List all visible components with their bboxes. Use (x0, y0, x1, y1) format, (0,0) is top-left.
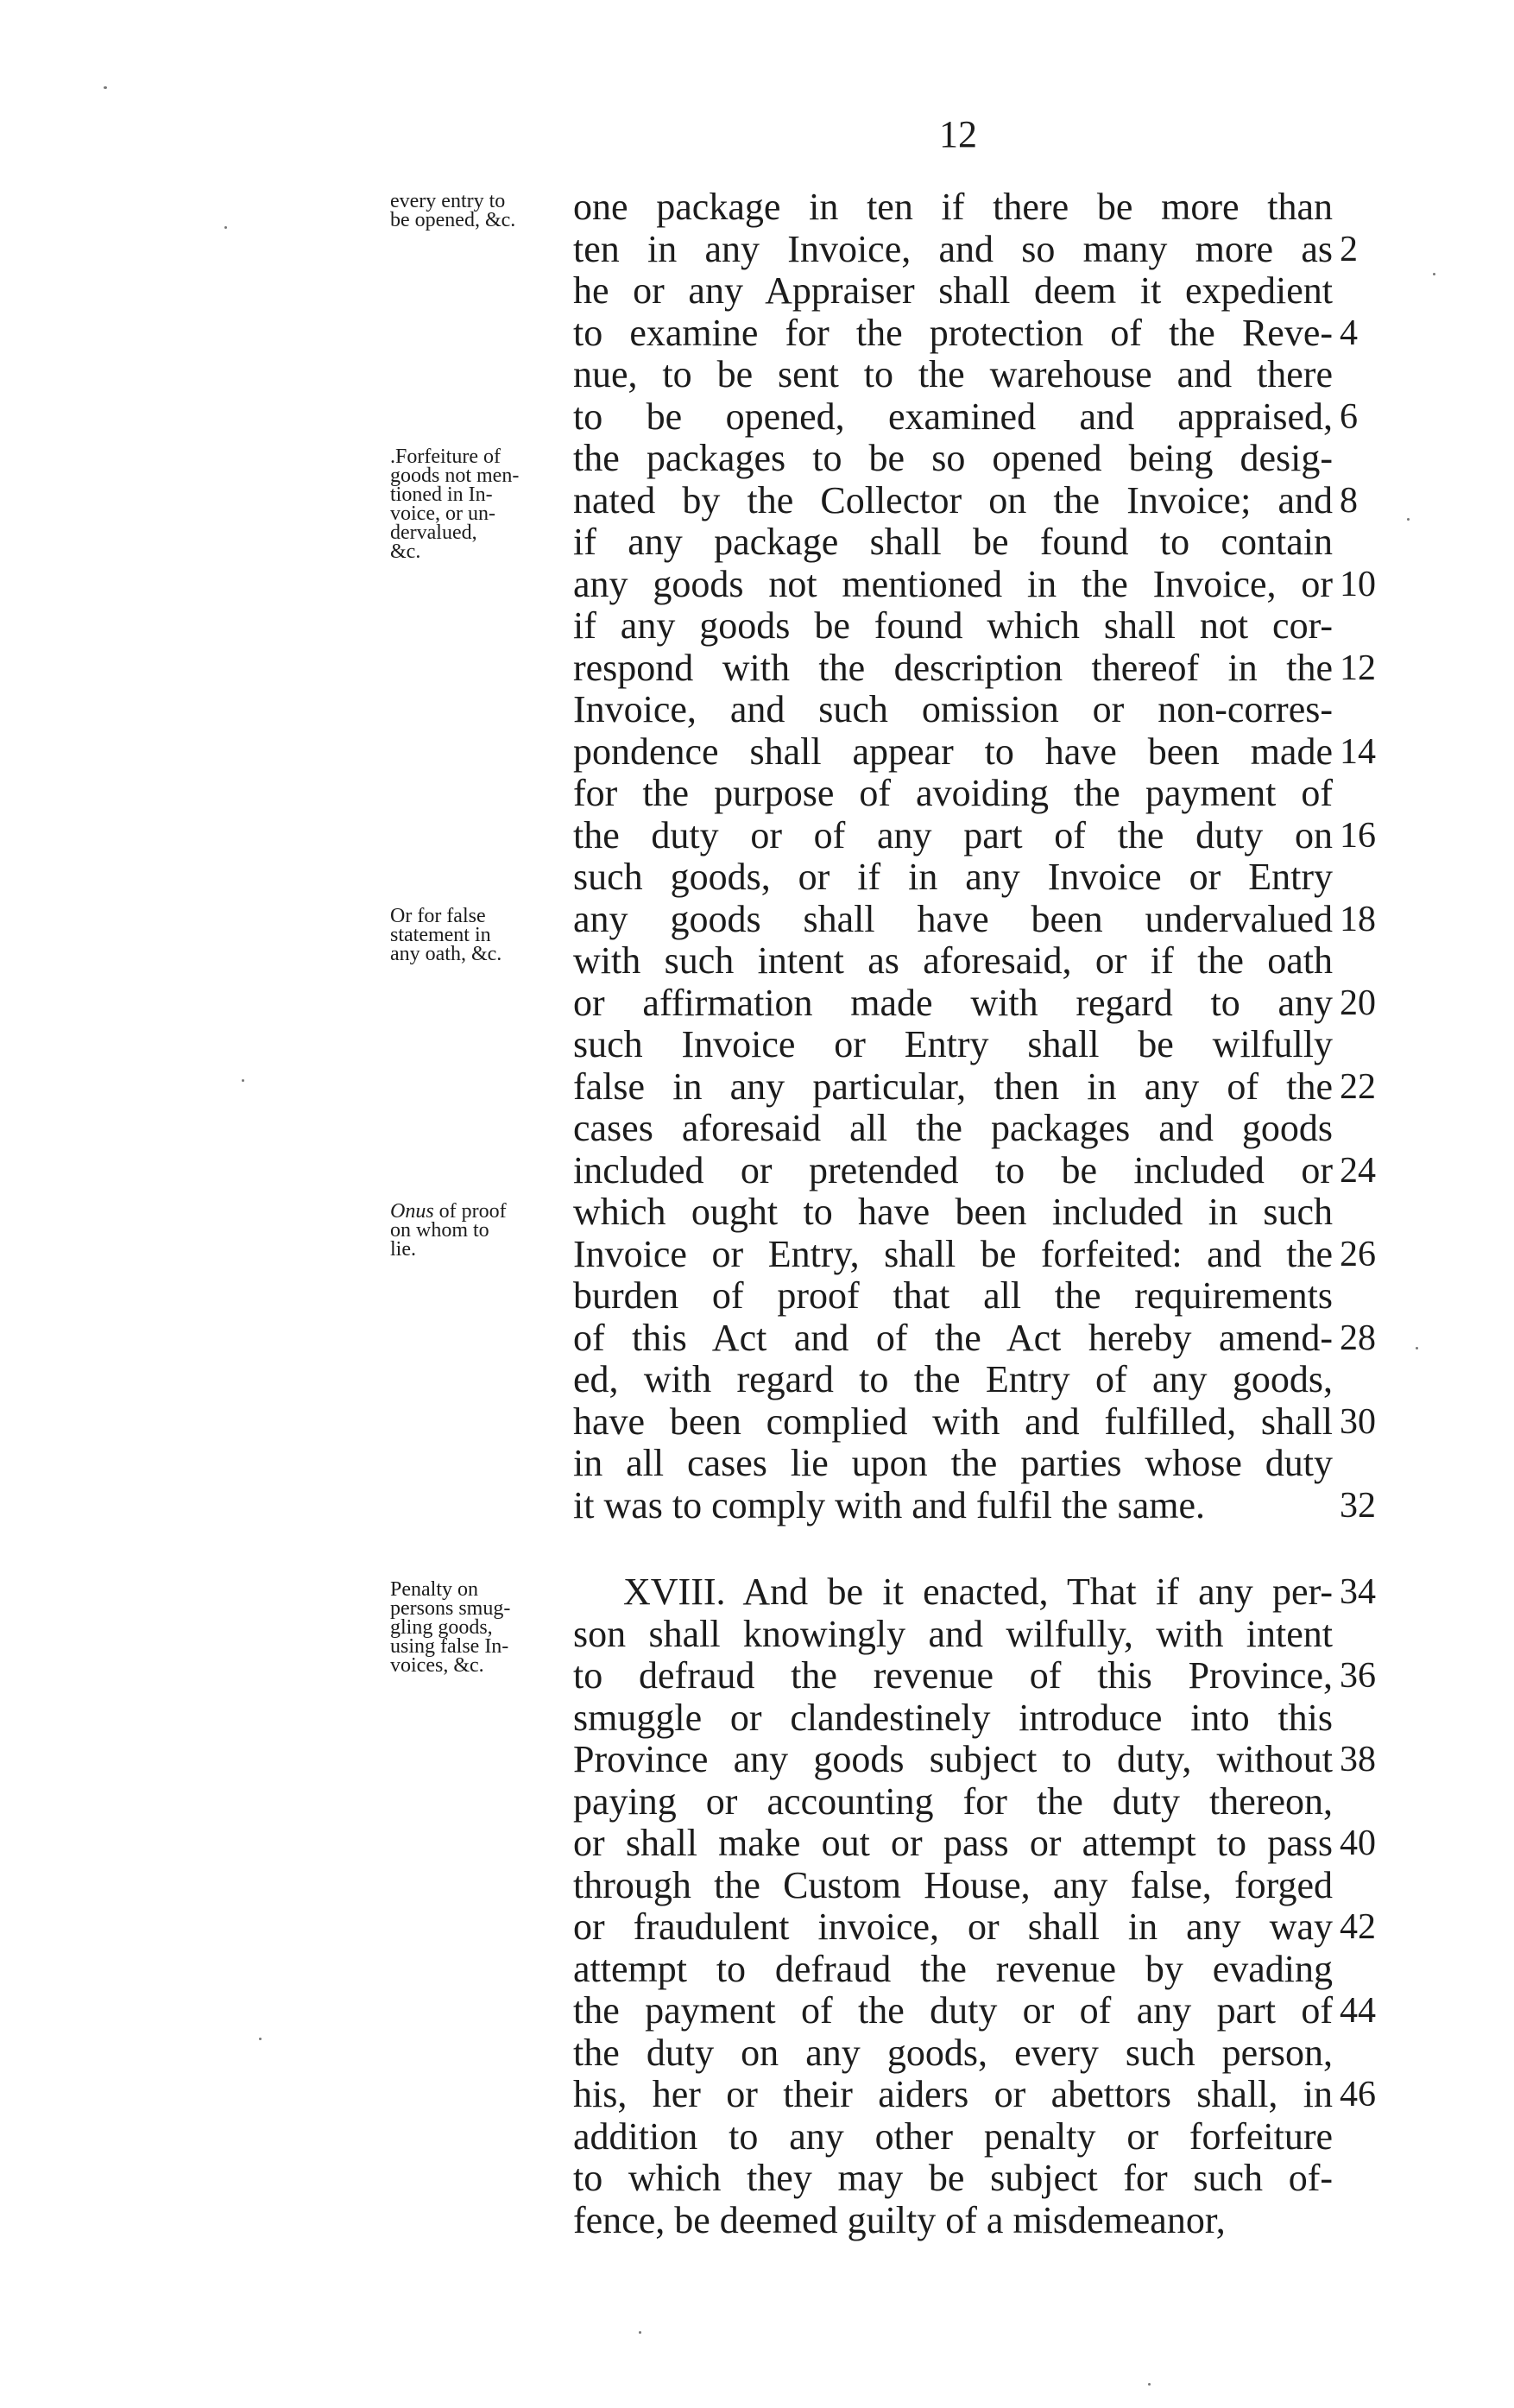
margin-note-line (390, 1202, 563, 1221)
margin-note-line: any oath, &c. (390, 943, 502, 965)
line-number: 8 (1340, 480, 1358, 521)
text-line: ed, with regard to the Entry of any goods, (573, 1358, 1333, 1400)
line-number: 2 (1340, 229, 1358, 269)
scan-speck (1416, 1347, 1418, 1349)
text-line: if any package shall be found to contain (573, 521, 1333, 563)
text-line: through the Custom House, any false, forged (573, 1863, 1333, 1906)
section-heading-line: XVIII. And be it enacted, That if any per- (623, 1571, 1333, 1613)
line-number: 44 (1340, 1991, 1376, 2031)
margin-note-line: &c. (390, 540, 421, 563)
scan-speck (242, 1079, 244, 1082)
text-line: which ought to have been included in such (573, 1191, 1333, 1233)
margin-note-onus-of-proof (390, 1202, 563, 1259)
line-number: 24 (1340, 1150, 1376, 1191)
scan-speck (1148, 2383, 1151, 2386)
text-line: included or pretended to be included or (573, 1148, 1333, 1191)
margin-note-false-statement (390, 907, 563, 964)
margin-note-italic: Onus (390, 1200, 434, 1223)
margin-note-line: goods not men- (390, 465, 520, 487)
line-number: 14 (1340, 731, 1376, 772)
line-number: 36 (1340, 1656, 1376, 1696)
line-number: 30 (1340, 1401, 1376, 1442)
text-line: of this Act and of the Act hereby amend- (573, 1316, 1333, 1359)
margin-note-line: Or for false (390, 905, 486, 927)
margin-note-line: lie. (390, 1238, 416, 1261)
paragraph-gap (573, 1526, 1333, 1571)
text-line: attempt to defraud the revenue by evading (573, 1947, 1333, 1990)
text-line: false in any particular, then in any of the (573, 1065, 1333, 1108)
text-line: son shall knowingly and wilfully, with intent (573, 1612, 1333, 1655)
scan-speck (259, 2038, 262, 2040)
line-number: 10 (1340, 564, 1376, 604)
text-line: he or any Appraiser shall deem it expedient (573, 269, 1333, 312)
scan-speck (224, 226, 227, 229)
margin-note-line: persons smug- (390, 1597, 511, 1620)
line-number: 6 (1340, 396, 1358, 437)
text-line: such goods, or if in any Invoice or Entry (573, 856, 1333, 898)
text-line: the duty or of any part of the duty on (573, 813, 1333, 856)
line-number: 46 (1340, 2075, 1376, 2114)
text-line: have been complied with and fulfilled, shall (573, 1400, 1333, 1443)
text-line: nue, to be sent to the warehouse and there (573, 353, 1333, 395)
margin-note-line: be opened, &c. (390, 209, 516, 231)
text-line: the duty on any goods, every such person, (573, 2031, 1333, 2074)
text-line: Province any goods subject to duty, without (573, 1738, 1333, 1780)
text-line: respond with the description thereof in the (573, 646, 1333, 689)
line-number: 38 (1340, 1740, 1376, 1779)
margin-note-line: .Forfeiture of (390, 446, 501, 468)
scan-speck (1433, 273, 1435, 275)
text-line: pondence shall appear to have been made (573, 730, 1333, 773)
text-line: any goods shall have been undervalued (573, 897, 1333, 940)
line-number: 22 (1340, 1066, 1376, 1107)
line-number: 12 (1340, 648, 1376, 688)
text-line: the packages to be so opened being desig- (573, 437, 1333, 479)
line-number: 34 (1340, 1572, 1376, 1612)
scan-speck (639, 2331, 641, 2334)
text-line: in all cases lie upon the parties whose duty (573, 1442, 1333, 1484)
line-number: 16 (1340, 815, 1376, 856)
text-line: ten in any Invoice, and so many more as (573, 227, 1333, 270)
margin-note-forfeiture (390, 447, 563, 561)
scan-speck (1407, 518, 1410, 521)
line-number: 32 (1340, 1485, 1376, 1526)
text-line: or affirmation made with regard to any (573, 981, 1333, 1024)
text-line: one package in ten if there be more than (573, 186, 1333, 228)
margin-note-line: gling goods, (390, 1616, 493, 1639)
text-line: cases aforesaid all the packages and goods (573, 1107, 1333, 1149)
margin-note-line: on whom to (390, 1219, 489, 1242)
text-line: Invoice or Entry, shall be forfeited: and the (573, 1232, 1333, 1275)
scan-speck (104, 86, 107, 89)
text-line: to examine for the protection of the Reve- (573, 311, 1333, 354)
margin-note-line: statement in (390, 924, 491, 946)
line-number: 20 (1340, 983, 1376, 1023)
line-number: 28 (1340, 1318, 1376, 1358)
text-line: paying or accounting for the duty thereon, (573, 1779, 1333, 1823)
body-text (573, 186, 1333, 2241)
line-number: 42 (1340, 1907, 1376, 1947)
line-number: 26 (1340, 1234, 1376, 1274)
text-line: to which they may be subject for such of- (573, 2157, 1333, 2199)
line-number: 40 (1340, 1823, 1376, 1863)
page-number: 12 (939, 113, 977, 155)
margin-note-line: dervalued, (390, 521, 477, 544)
margin-note-entry-opened (390, 192, 563, 230)
text-line: if any goods be found which shall not cor- (573, 604, 1333, 647)
margin-note-penalty-smuggling (390, 1580, 563, 1675)
text-line: such Invoice or Entry shall be wilfully (573, 1023, 1333, 1065)
margin-note-line: Penalty on (390, 1578, 478, 1601)
margin-note-line: voices, &c. (390, 1654, 484, 1677)
text-line: burden of proof that all the requirements (573, 1274, 1333, 1317)
text-line: his, her or their aiders or abettors shall, in (573, 2073, 1333, 2115)
text-line: for the purpose of avoiding the payment of (573, 772, 1333, 814)
text-line: Invoice, and such omission or non-corres- (573, 688, 1333, 730)
text-line: any goods not mentioned in the Invoice, or (573, 562, 1333, 605)
text-line: it was to comply with and fulfil the same. (573, 1483, 1205, 1526)
line-number: 18 (1340, 899, 1376, 939)
margin-note-line: voice, or un- (390, 502, 495, 525)
margin-note-line: using false In- (390, 1635, 509, 1658)
margin-note-line: every entry to (390, 190, 506, 212)
text-line: to defraud the revenue of this Province, (573, 1654, 1333, 1697)
text-line: the payment of the duty or of any part of (573, 1989, 1333, 2032)
margin-note-line: tioned in In- (390, 483, 493, 506)
text-line: or shall make out or pass or attempt to pass (573, 1822, 1333, 1864)
text-line: addition to any other penalty or forfeiture (573, 2114, 1333, 2158)
text-line: smuggle or clandestinely introduce into this (573, 1696, 1333, 1739)
text-line: to be opened, examined and appraised, (573, 395, 1333, 438)
line-number: 4 (1340, 313, 1358, 353)
margin-note-line-rest: of proof (433, 1200, 507, 1223)
text-line: nated by the Collector on the Invoice; and (573, 478, 1333, 521)
text-line: fence, be deemed guilty of a misdemeanor, (573, 2198, 1226, 2241)
text-line: or fraudulent invoice, or shall in any way (573, 1906, 1333, 1948)
text-line: with such intent as aforesaid, or if the oath (573, 939, 1333, 982)
